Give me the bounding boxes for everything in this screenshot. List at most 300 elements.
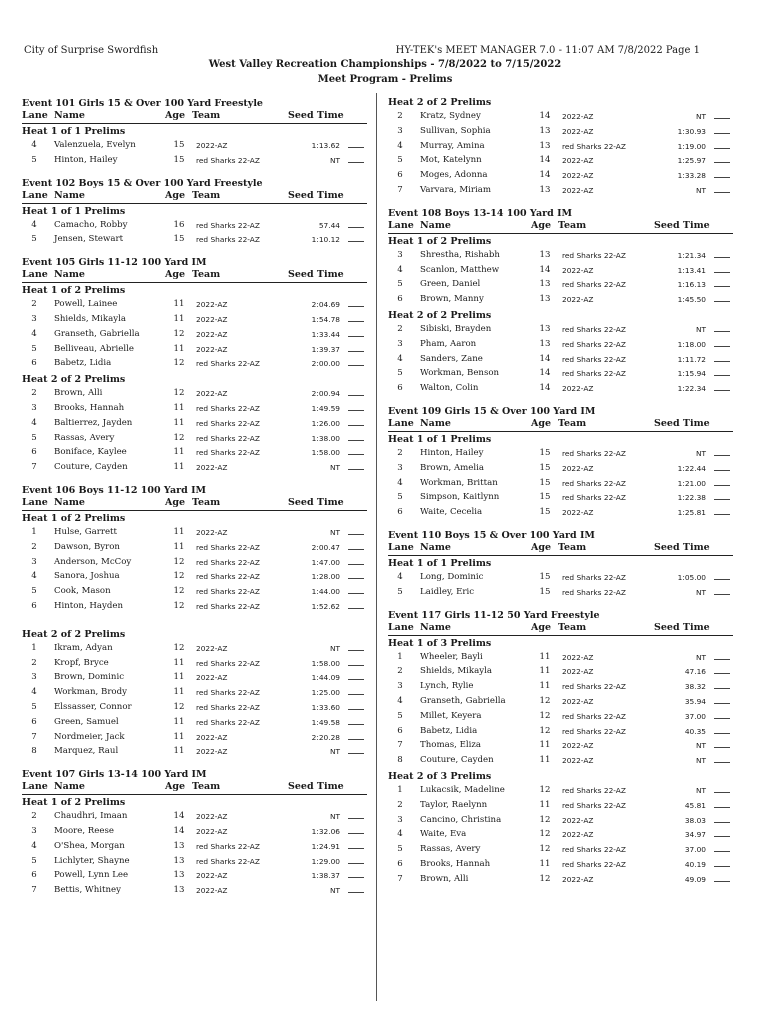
event-block	[388, 405, 733, 521]
result-blank-line	[348, 738, 364, 740]
entry-row	[22, 570, 367, 585]
result-blank-line	[714, 498, 730, 500]
col-lane-header: Lane	[388, 417, 414, 429]
heat-title: Heat 1 of 2 Prelims	[22, 285, 126, 297]
result-blank-line	[714, 806, 730, 808]
heat-title: Heat 2 of 2 Prelims	[388, 309, 492, 321]
seed-time: NT	[329, 463, 340, 473]
event-title: Event 106 Boys 11-12 100 Yard IM	[22, 484, 207, 496]
entry-row	[388, 586, 733, 601]
seed-time: 1:25.81	[677, 508, 706, 518]
entry-row	[22, 642, 367, 657]
swimmer-name: Chaudhri, Imaan	[54, 811, 128, 822]
swimmer-name: Kropf, Bryce	[54, 657, 109, 668]
lane-number: 3	[31, 402, 37, 413]
lane-number: 2	[31, 657, 37, 668]
result-blank-line	[714, 791, 730, 793]
result-blank-line	[348, 364, 364, 366]
swimmer-name: Couture, Cayden	[420, 755, 494, 766]
left-column	[22, 95, 367, 907]
event-block	[22, 256, 367, 476]
heat-title: Heat 2 of 2 Prelims	[388, 97, 492, 108]
col-seed-header: Seed Time	[654, 219, 710, 231]
event-block	[22, 97, 367, 169]
team-name: red Sharks 22-AZ	[562, 587, 626, 597]
result-blank-line	[348, 817, 364, 819]
result-blank-line	[714, 345, 730, 347]
swimmer-age: 13	[539, 140, 551, 151]
team-name: 2022-AZ	[562, 696, 594, 706]
col-team-header: Team	[192, 269, 221, 281]
result-blank-line	[714, 132, 730, 134]
result-blank-line	[714, 672, 730, 674]
entry-row	[388, 665, 733, 680]
col-age-header: Age	[165, 781, 186, 793]
lane-number: 4	[31, 219, 37, 230]
swimmer-name: Lichlyter, Shayne	[54, 855, 130, 866]
col-seed-header: Seed Time	[654, 417, 710, 429]
lane-number: 6	[397, 725, 403, 736]
swimmer-name: Workman, Brittan	[420, 477, 498, 488]
event-title: Event 105 Girls 11-12 100 Yard IM	[22, 257, 207, 269]
lane-number: 2	[397, 799, 403, 810]
col-seed-header: Seed Time	[288, 496, 344, 508]
seed-time: 38.03	[684, 815, 706, 825]
swimmer-age: 15	[539, 586, 551, 597]
swimmer-name: Scanlon, Matthew	[420, 264, 500, 275]
swimmer-name: Workman, Brody	[54, 687, 127, 698]
seed-time: 1:15.94	[677, 369, 706, 379]
result-blank-line	[714, 271, 730, 273]
lane-number: 5	[397, 710, 403, 721]
seed-time: 1:16.13	[677, 280, 706, 290]
seed-time: 2:00.00	[311, 359, 340, 369]
seed-time: NT	[329, 747, 340, 757]
result-blank-line	[714, 469, 730, 471]
team-name: 2022-AZ	[196, 812, 228, 822]
swimmer-name: Brown, Alli	[54, 388, 103, 399]
swimmer-age: 14	[539, 155, 551, 166]
col-name-header: Name	[54, 781, 85, 793]
swimmer-age: 15	[539, 571, 551, 582]
swimmer-age: 13	[539, 323, 551, 334]
col-lane-header: Lane	[22, 269, 48, 281]
lane-number: 7	[397, 873, 403, 884]
entry-row	[22, 745, 367, 760]
swimmer-age: 14	[539, 264, 551, 275]
result-blank-line	[714, 147, 730, 149]
col-age-header: Age	[531, 219, 552, 231]
swimmer-age: 12	[173, 642, 185, 653]
seed-time: NT	[329, 812, 340, 822]
team-name: red Sharks 22-AZ	[196, 359, 260, 369]
team-name: red Sharks 22-AZ	[196, 717, 260, 727]
swimmer-age: 11	[173, 447, 185, 458]
col-age-header: Age	[531, 417, 552, 429]
col-name-header: Name	[420, 541, 451, 553]
col-team-header: Team	[558, 541, 587, 553]
swimmer-age: 12	[173, 556, 185, 567]
swimmer-name: Boniface, Kaylee	[54, 447, 127, 458]
entry-row	[22, 402, 367, 417]
lane-number: 3	[397, 462, 403, 473]
lane-number: 5	[397, 368, 403, 379]
seed-time: NT	[329, 643, 340, 653]
seed-time: 40.35	[684, 726, 706, 736]
result-blank-line	[714, 746, 730, 748]
swimmer-age: 12	[173, 388, 185, 399]
swimmer-age: 15	[539, 477, 551, 488]
column-header	[388, 418, 733, 432]
heat-title: Heat 1 of 2 Prelims	[22, 512, 126, 524]
swimmer-age: 14	[539, 111, 551, 121]
event-title: Event 101 Girls 15 & Over 100 Yard Freestyle	[22, 98, 263, 109]
entry-row	[22, 716, 367, 731]
seed-time: 1:33.60	[311, 702, 340, 712]
team-name: red Sharks 22-AZ	[562, 726, 626, 736]
column-header	[388, 542, 733, 556]
result-blank-line	[348, 468, 364, 470]
entry-row	[388, 125, 733, 140]
seed-time: 1:19.00	[677, 141, 706, 151]
swimmer-age: 13	[539, 338, 551, 349]
lane-number: 6	[397, 294, 403, 305]
event-block	[388, 529, 733, 601]
entry-row	[388, 140, 733, 155]
team-name: 2022-AZ	[196, 673, 228, 683]
result-blank-line	[714, 176, 730, 178]
team-name: red Sharks 22-AZ	[562, 250, 626, 260]
swimmer-name: Sanora, Joshua	[54, 571, 120, 582]
swimmer-age: 12	[173, 600, 185, 611]
seed-time: 1:21.34	[677, 250, 706, 260]
result-blank-line	[714, 191, 730, 193]
team-name: red Sharks 22-AZ	[196, 688, 260, 698]
swimmer-name: Millet, Keyera	[420, 710, 482, 721]
swimmer-name: Hinton, Hailey	[420, 447, 484, 458]
swimmer-name: Thomas, Eliza	[420, 740, 482, 751]
swimmer-age: 12	[539, 844, 551, 855]
swimmer-name: Brown, Alli	[420, 873, 469, 884]
lane-number: 4	[397, 571, 403, 582]
seed-time: 1:22.34	[677, 384, 706, 394]
team-name: red Sharks 22-AZ	[196, 155, 260, 165]
result-blank-line	[348, 439, 364, 441]
swimmer-age: 16	[173, 219, 185, 230]
seed-time: 1:25.97	[677, 156, 706, 166]
entry-row	[22, 701, 367, 716]
swimmer-name: Babetz, Lidia	[54, 358, 112, 369]
seed-time: 1:25.00	[311, 688, 340, 698]
seed-time: 2:00.94	[311, 389, 340, 399]
col-name-header: Name	[54, 189, 85, 201]
team-name: 2022-AZ	[196, 141, 228, 150]
lane-number: 3	[397, 338, 403, 349]
seed-time: 1:38.37	[311, 871, 340, 881]
event-block	[388, 609, 733, 888]
col-team-header: Team	[558, 621, 587, 633]
result-blank-line	[714, 702, 730, 704]
lane-number: 4	[31, 571, 37, 582]
result-blank-line	[348, 664, 364, 666]
swimmer-name: Brown, Dominic	[54, 672, 125, 683]
entry-row	[22, 313, 367, 328]
software-header: HY-TEK's MEET MANAGER 7.0 - 11:07 AM 7/8/2022 Page 1	[395, 45, 700, 56]
lane-number: 7	[31, 731, 37, 742]
swimmer-name: Belliveau, Abrielle	[54, 343, 134, 354]
seed-time: 1:45.50	[677, 295, 706, 305]
swimmer-age: 11	[173, 746, 185, 757]
swimmer-age: 12	[173, 701, 185, 712]
swimmer-age: 15	[173, 154, 185, 165]
entry-row	[388, 784, 733, 799]
entry-row	[22, 154, 367, 169]
seed-time: 1:58.00	[311, 658, 340, 668]
result-blank-line	[348, 394, 364, 396]
team-name: red Sharks 22-AZ	[196, 572, 260, 582]
team-name: red Sharks 22-AZ	[562, 478, 626, 488]
swimmer-age: 13	[539, 294, 551, 305]
seed-time: NT	[695, 756, 706, 766]
result-blank-line	[348, 891, 364, 893]
entry-row	[388, 651, 733, 666]
entry-row	[22, 686, 367, 701]
lane-number: 3	[397, 249, 403, 260]
swimmer-name: Dawson, Byron	[54, 541, 120, 552]
heat-title: Heat 1 of 1 Prelims	[388, 557, 492, 569]
swimmer-name: Elssasser, Connor	[54, 701, 132, 712]
lane-number: 1	[397, 651, 403, 662]
seed-time: 1:33.28	[677, 171, 706, 181]
team-name: 2022-AZ	[562, 508, 594, 518]
team-name: red Sharks 22-AZ	[562, 800, 626, 810]
result-blank-line	[348, 533, 364, 535]
entry-row	[388, 169, 733, 184]
swimmer-age: 12	[173, 328, 185, 339]
team-name: red Sharks 22-AZ	[562, 493, 626, 503]
col-seed-header: Seed Time	[654, 541, 710, 553]
team-name: red Sharks 22-AZ	[562, 324, 626, 334]
col-team-header: Team	[192, 496, 221, 508]
event-title: Event 108 Boys 13-14 100 Yard IM	[388, 207, 573, 219]
column-header	[388, 622, 733, 636]
col-team-header: Team	[192, 189, 221, 201]
swimmer-age: 11	[539, 858, 551, 869]
result-blank-line	[714, 593, 730, 595]
entry-row	[388, 293, 733, 308]
seed-time: 1:39.37	[311, 344, 340, 354]
team-name: 2022-AZ	[562, 384, 594, 394]
swimmer-name: Walton, Colin	[420, 383, 479, 394]
col-name-header: Name	[420, 621, 451, 633]
seed-time: 37.00	[684, 845, 706, 855]
result-blank-line	[348, 453, 364, 455]
col-team-header: Team	[558, 417, 587, 429]
entry-row	[388, 506, 733, 521]
team-name: red Sharks 22-AZ	[196, 702, 260, 712]
entry-row	[388, 814, 733, 829]
entry-row	[388, 184, 733, 199]
seed-time: 1:52.62	[311, 601, 340, 611]
seed-time: 49.09	[684, 874, 706, 884]
team-name: 2022-AZ	[196, 463, 228, 473]
entry-row	[388, 278, 733, 293]
col-team-header: Team	[558, 219, 587, 231]
spacer	[22, 615, 367, 627]
heat-title: Heat 2 of 3 Prelims	[388, 770, 492, 782]
entry-row	[388, 367, 733, 382]
entry-row	[22, 526, 367, 541]
swimmer-age: 12	[173, 586, 185, 597]
col-age-header: Age	[531, 541, 552, 553]
team-name: red Sharks 22-AZ	[196, 220, 260, 230]
lane-number: 7	[397, 184, 403, 195]
entry-row	[22, 810, 367, 825]
swimmer-age: 11	[539, 666, 551, 677]
result-blank-line	[348, 424, 364, 426]
result-blank-line	[348, 305, 364, 307]
swimmer-name: Granseth, Gabriella	[420, 695, 506, 706]
swimmer-age: 13	[173, 840, 185, 851]
entry-row	[22, 869, 367, 884]
lane-number: 5	[397, 844, 403, 855]
seed-time: 1:38.00	[311, 433, 340, 443]
col-age-header: Age	[165, 269, 186, 281]
team-name: 2022-AZ	[562, 295, 594, 305]
lane-number: 6	[31, 447, 37, 458]
swimmer-age: 13	[173, 870, 185, 881]
seed-time: 1:22.44	[677, 463, 706, 473]
result-blank-line	[714, 865, 730, 867]
swimmer-age: 14	[539, 383, 551, 394]
swimmer-age: 11	[173, 417, 185, 428]
team-name: red Sharks 22-AZ	[562, 859, 626, 869]
swimmer-name: Cook, Mason	[54, 586, 111, 597]
result-blank-line	[348, 832, 364, 834]
swimmer-age: 11	[173, 526, 185, 537]
swimmer-name: Lukacsik, Madeline	[420, 784, 505, 795]
event-title: Event 109 Girls 15 & Over 100 Yard IM	[388, 405, 596, 417]
result-blank-line	[714, 850, 730, 852]
event-title: Event 117 Girls 11-12 50 Yard Freestyle	[388, 609, 600, 621]
lane-number: 3	[397, 681, 403, 692]
col-name-header: Name	[420, 219, 451, 231]
result-blank-line	[714, 360, 730, 362]
team-name: red Sharks 22-AZ	[196, 601, 260, 611]
entry-row	[22, 884, 367, 899]
swimmer-name: Shields, Mikayla	[54, 313, 126, 324]
team-name: 2022-AZ	[196, 344, 228, 354]
lane-number: 6	[31, 716, 37, 727]
seed-time: 1:47.00	[311, 557, 340, 567]
lane-number: 4	[397, 264, 403, 275]
swimmer-age: 14	[173, 825, 185, 836]
lane-number: 5	[31, 154, 37, 165]
swimmer-name: O'Shea, Morgan	[54, 840, 125, 851]
col-name-header: Name	[54, 496, 85, 508]
team-name: 2022-AZ	[562, 652, 594, 662]
swimmer-name: Shrestha, Rishabh	[420, 249, 500, 260]
col-lane-header: Lane	[388, 621, 414, 633]
col-lane-header: Lane	[22, 781, 48, 793]
seed-time: NT	[695, 587, 706, 597]
team-name: red Sharks 22-AZ	[562, 339, 626, 349]
team-name: 2022-AZ	[562, 126, 594, 136]
col-lane-header: Lane	[22, 189, 48, 201]
lane-number: 4	[31, 687, 37, 698]
seed-time: NT	[329, 155, 340, 165]
event-title: Event 107 Girls 13-14 100 Yard IM	[22, 769, 207, 781]
swimmer-name: Camacho, Robby	[54, 219, 128, 230]
lane-number: 2	[31, 299, 37, 310]
entry-row	[388, 338, 733, 353]
team-name: red Sharks 22-AZ	[196, 542, 260, 552]
seed-time: NT	[329, 886, 340, 896]
lane-number: 2	[31, 811, 37, 822]
swimmer-age: 11	[173, 343, 185, 354]
swimmer-name: Babetz, Lidia	[420, 725, 478, 736]
seed-time: 1:58.00	[311, 448, 340, 458]
team-name: red Sharks 22-AZ	[562, 785, 626, 795]
lane-number: 5	[31, 701, 37, 712]
lane-number: 2	[31, 388, 37, 399]
result-blank-line	[714, 389, 730, 391]
swimmer-age: 11	[173, 687, 185, 698]
lane-number: 4	[31, 140, 37, 150]
swimmer-name: Moges, Adonna	[420, 170, 488, 181]
team-name: red Sharks 22-AZ	[562, 280, 626, 290]
lane-number: 4	[397, 353, 403, 364]
swimmer-age: 12	[173, 571, 185, 582]
team-name: red Sharks 22-AZ	[196, 418, 260, 428]
swimmer-name: Rassas, Avery	[54, 432, 115, 443]
heat-title: Heat 1 of 1 Prelims	[22, 205, 126, 217]
team-name: red Sharks 22-AZ	[562, 354, 626, 364]
col-seed-header: Seed Time	[288, 189, 344, 201]
team-name: 2022-AZ	[196, 300, 228, 310]
entry-row	[22, 432, 367, 447]
swimmer-age: 14	[539, 368, 551, 379]
entry-row	[388, 154, 733, 169]
lane-number: 3	[31, 825, 37, 836]
result-blank-line	[348, 723, 364, 725]
col-name-header: Name	[420, 417, 451, 429]
col-lane-header: Lane	[388, 219, 414, 231]
event-block	[388, 207, 733, 397]
entry-row	[22, 328, 367, 343]
team-name: red Sharks 22-AZ	[562, 711, 626, 721]
swimmer-name: Waite, Eva	[420, 829, 467, 840]
lane-number: 8	[397, 755, 403, 766]
team-name: 2022-AZ	[196, 329, 228, 339]
col-seed-header: Seed Time	[288, 781, 344, 793]
entry-row	[388, 462, 733, 477]
swimmer-age: 14	[539, 353, 551, 364]
result-blank-line	[714, 835, 730, 837]
swimmer-name: Wheeler, Bayli	[420, 651, 483, 662]
seed-time: 1:18.00	[677, 339, 706, 349]
entry-row	[22, 556, 367, 571]
entry-row	[388, 571, 733, 586]
entry-row	[22, 600, 367, 615]
result-blank-line	[348, 226, 364, 228]
swimmer-name: Simpson, Kaitlynn	[420, 492, 500, 503]
team-name: 2022-AZ	[196, 314, 228, 324]
swimmer-name: Valenzuela, Evelyn	[54, 140, 136, 150]
column-header	[388, 220, 733, 234]
lane-number: 5	[31, 343, 37, 354]
entry-row	[22, 461, 367, 476]
